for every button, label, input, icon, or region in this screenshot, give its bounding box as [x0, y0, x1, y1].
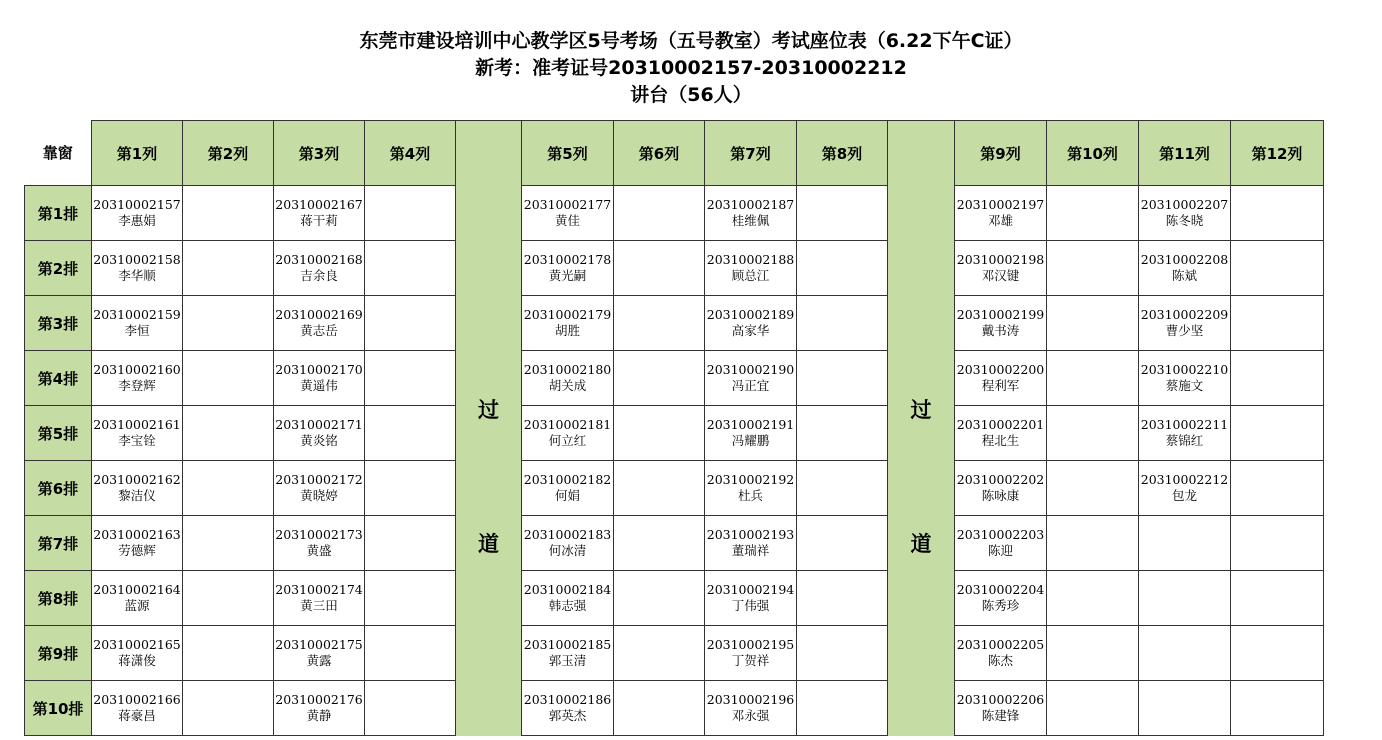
seat-cell: [274, 296, 365, 351]
empty-seat-cell: [1231, 626, 1324, 681]
ticket-number: 20310002158: [93, 252, 181, 267]
candidate-name: 黄三田: [300, 598, 338, 613]
empty-seat-cell: [1231, 461, 1324, 516]
table-row: [25, 241, 1324, 296]
empty-seat-cell: [365, 241, 456, 296]
seat-cell: [705, 186, 797, 241]
ticket-number: 20310002182: [523, 472, 612, 487]
row-header: 第3排: [25, 296, 92, 351]
seat-cell: [92, 406, 183, 461]
ticket-number: 20310002181: [523, 417, 612, 432]
row-header: 第8排: [25, 571, 92, 626]
ticket-number: 20310002179: [523, 307, 612, 322]
ticket-number: 20310002211: [1140, 417, 1229, 432]
ticket-number: 20310002160: [93, 362, 181, 377]
seat-cell: [522, 461, 614, 516]
empty-seat-cell: [1047, 681, 1139, 736]
empty-seat-cell: [183, 681, 274, 736]
ticket-number: 20310002194: [706, 582, 795, 597]
ticket-number: 20310002209: [1140, 307, 1229, 322]
empty-seat-cell: [614, 681, 705, 736]
seat-cell: [92, 241, 183, 296]
candidate-name: 高家华: [731, 323, 770, 338]
empty-seat-cell: [1231, 351, 1324, 406]
seat-cell: [522, 681, 614, 736]
empty-seat-cell: [1047, 571, 1139, 626]
empty-seat-cell: [1231, 296, 1324, 351]
row-header: 第1排: [25, 186, 92, 241]
candidate-name: 李华顺: [118, 268, 156, 283]
empty-seat-cell: [1139, 681, 1231, 736]
empty-seat-cell: [1047, 626, 1139, 681]
column-header: 第8列: [797, 121, 888, 186]
seating-table: [24, 120, 1324, 736]
seat-cell: [955, 296, 1047, 351]
candidate-name: 戴书涛: [981, 323, 1020, 338]
empty-seat-cell: [365, 461, 456, 516]
seat-cell: [522, 516, 614, 571]
empty-seat-cell: [1047, 516, 1139, 571]
empty-seat-cell: [797, 296, 888, 351]
column-header: 第1列: [92, 121, 183, 186]
empty-seat-cell: [797, 461, 888, 516]
seat-cell: [705, 516, 797, 571]
seat-cell: [274, 406, 365, 461]
candidate-name: 董瑞祥: [731, 543, 770, 558]
ticket-number: 20310002189: [706, 307, 795, 322]
row-header: 第5排: [25, 406, 92, 461]
table-row: [25, 351, 1324, 406]
aisle-header-cell: [888, 121, 955, 186]
column-header: 第10列: [1047, 121, 1139, 186]
candidate-name: 邓永强: [731, 708, 770, 723]
seat-cell: [705, 351, 797, 406]
seat-cell: [705, 296, 797, 351]
ticket-number: 20310002185: [523, 637, 612, 652]
table-row: [25, 406, 1324, 461]
column-header: 第4列: [365, 121, 456, 186]
column-header: 第7列: [705, 121, 797, 186]
empty-seat-cell: [183, 296, 274, 351]
empty-seat-cell: [1047, 461, 1139, 516]
candidate-name: 黄炎铭: [300, 433, 338, 448]
aisle-label-char: 过: [478, 397, 499, 422]
ticket-number: 20310002172: [275, 472, 363, 487]
column-header: 第9列: [955, 121, 1047, 186]
candidate-name: 包龙: [1171, 488, 1197, 503]
seat-cell: [92, 296, 183, 351]
ticket-number: 20310002210: [1140, 362, 1229, 377]
empty-seat-cell: [183, 406, 274, 461]
ticket-number: 20310002190: [706, 362, 795, 377]
ticket-number: 20310002186: [523, 692, 612, 707]
candidate-name: 桂维佩: [731, 213, 770, 228]
window-side-label: 靠窗: [25, 121, 92, 186]
seat-cell: [522, 351, 614, 406]
ticket-number: 20310002208: [1140, 252, 1229, 267]
candidate-name: 陈咏康: [981, 488, 1020, 503]
seat-cell: [955, 241, 1047, 296]
ticket-number: 20310002200: [956, 362, 1045, 377]
candidate-name: 蒋干莉: [300, 213, 338, 228]
ticket-number: 20310002178: [523, 252, 612, 267]
row-header: 第4排: [25, 351, 92, 406]
ticket-number: 20310002173: [275, 527, 363, 542]
candidate-name: 杜兵: [737, 488, 763, 503]
empty-seat-cell: [614, 516, 705, 571]
candidate-name: 顾总江: [731, 268, 770, 283]
ticket-number: 20310002168: [275, 252, 363, 267]
seat-cell: [274, 351, 365, 406]
candidate-name: 李宝铨: [118, 433, 156, 448]
empty-seat-cell: [614, 241, 705, 296]
aisle-column: [456, 186, 522, 736]
empty-seat-cell: [797, 626, 888, 681]
candidate-name: 邓汉键: [981, 268, 1020, 283]
empty-seat-cell: [1139, 516, 1231, 571]
ticket-number: 20310002176: [275, 692, 363, 707]
seat-cell: [274, 186, 365, 241]
candidate-name: 蔡施文: [1165, 378, 1204, 393]
row-header: 第2排: [25, 241, 92, 296]
ticket-number: 20310002206: [956, 692, 1045, 707]
seat-cell: [92, 571, 183, 626]
candidate-name: 黄盛: [306, 543, 332, 558]
seat-cell: [92, 626, 183, 681]
seat-cell: [522, 241, 614, 296]
candidate-name: 曹少坚: [1165, 323, 1204, 338]
candidate-name: 黄静: [306, 708, 332, 723]
ticket-number: 20310002169: [275, 307, 363, 322]
seat-cell: [955, 351, 1047, 406]
empty-seat-cell: [1047, 406, 1139, 461]
empty-seat-cell: [365, 516, 456, 571]
ticket-number: 20310002212: [1140, 472, 1229, 487]
seat-cell: [1139, 186, 1231, 241]
empty-seat-cell: [1231, 516, 1324, 571]
empty-seat-cell: [1231, 186, 1324, 241]
candidate-name: 蔡锦红: [1165, 433, 1204, 448]
ticket-number: 20310002191: [706, 417, 795, 432]
seat-cell: [1139, 241, 1231, 296]
candidate-name: 陈杰: [987, 653, 1013, 668]
empty-seat-cell: [1231, 241, 1324, 296]
column-header: 第3列: [274, 121, 365, 186]
candidate-name: 蒋潇俊: [118, 653, 156, 668]
empty-seat-cell: [1047, 186, 1139, 241]
table-row: [25, 571, 1324, 626]
ticket-number: 20310002192: [706, 472, 795, 487]
seat-cell: [522, 406, 614, 461]
empty-seat-cell: [1231, 681, 1324, 736]
ticket-number: 20310002197: [956, 197, 1045, 212]
row-header: 第9排: [25, 626, 92, 681]
candidate-name: 陈斌: [1171, 268, 1197, 283]
empty-seat-cell: [797, 351, 888, 406]
candidate-name: 黄光嗣: [548, 268, 587, 283]
seat-cell: [522, 296, 614, 351]
seat-cell: [274, 461, 365, 516]
ticket-number: 20310002162: [93, 472, 181, 487]
row-header: 第6排: [25, 461, 92, 516]
seat-cell: [274, 516, 365, 571]
candidate-name: 黄晓婷: [300, 488, 338, 503]
ticket-number: 20310002164: [93, 582, 181, 597]
candidate-name: 吉余良: [300, 268, 338, 283]
empty-seat-cell: [183, 186, 274, 241]
seat-cell: [955, 516, 1047, 571]
table-row: [25, 516, 1324, 571]
candidate-name: 胡关成: [548, 378, 587, 393]
seat-cell: [705, 461, 797, 516]
seat-cell: [955, 681, 1047, 736]
empty-seat-cell: [1139, 571, 1231, 626]
empty-seat-cell: [183, 241, 274, 296]
seat-cell: [92, 461, 183, 516]
empty-seat-cell: [797, 516, 888, 571]
seat-cell: [92, 351, 183, 406]
empty-seat-cell: [614, 406, 705, 461]
candidate-name: 何冰清: [548, 543, 587, 558]
empty-seat-cell: [797, 241, 888, 296]
table-row: [25, 626, 1324, 681]
ticket-number: 20310002180: [523, 362, 612, 377]
empty-seat-cell: [183, 461, 274, 516]
seat-cell: [522, 571, 614, 626]
seat-cell: [1139, 351, 1231, 406]
empty-seat-cell: [797, 571, 888, 626]
candidate-name: 李登辉: [118, 378, 156, 393]
ticket-number: 20310002202: [956, 472, 1045, 487]
column-header: 第5列: [522, 121, 614, 186]
candidate-name: 劳德辉: [118, 543, 156, 558]
ticket-number: 20310002195: [706, 637, 795, 652]
empty-seat-cell: [365, 571, 456, 626]
seat-cell: [522, 626, 614, 681]
ticket-number: 20310002188: [706, 252, 795, 267]
aisle-column: [888, 186, 955, 736]
seat-cell: [955, 571, 1047, 626]
candidate-name: 陈秀珍: [981, 598, 1020, 613]
seat-cell: [522, 186, 614, 241]
seat-cell: [274, 571, 365, 626]
candidate-name: 韩志强: [548, 598, 587, 613]
column-header: 第11列: [1139, 121, 1231, 186]
candidate-name: 陈冬晓: [1165, 213, 1204, 228]
seat-cell: [955, 186, 1047, 241]
ticket-number: 20310002167: [275, 197, 363, 212]
empty-seat-cell: [1047, 351, 1139, 406]
seat-cell: [1139, 461, 1231, 516]
candidate-name: 邓雄: [987, 213, 1013, 228]
ticket-number: 20310002207: [1140, 197, 1229, 212]
seat-cell: [1139, 296, 1231, 351]
empty-seat-cell: [614, 461, 705, 516]
ticket-number: 20310002196: [706, 692, 795, 707]
candidate-name: 胡胜: [554, 323, 580, 338]
seat-cell: [92, 681, 183, 736]
header-row: [25, 121, 1324, 186]
empty-seat-cell: [614, 571, 705, 626]
sheet-title: 东莞市建设培训中心教学区5号考场（五号教室）考试座位表（6.22下午C证）: [359, 30, 1023, 52]
ticket-number: 20310002187: [706, 197, 795, 212]
candidate-name: 冯耀鹏: [731, 433, 770, 448]
ticket-number: 20310002193: [706, 527, 795, 542]
ticket-number: 20310002163: [93, 527, 181, 542]
seat-cell: [92, 516, 183, 571]
candidate-name: 黄露: [306, 653, 332, 668]
empty-seat-cell: [614, 351, 705, 406]
candidate-name: 李恒: [124, 323, 150, 338]
empty-seat-cell: [1139, 626, 1231, 681]
seat-cell: [274, 241, 365, 296]
seat-cell: [955, 626, 1047, 681]
candidate-name: 郭玉清: [548, 653, 587, 668]
empty-seat-cell: [365, 681, 456, 736]
ticket-number: 20310002175: [275, 637, 363, 652]
seat-cell: [955, 406, 1047, 461]
ticket-number: 20310002199: [956, 307, 1045, 322]
empty-seat-cell: [365, 186, 456, 241]
empty-seat-cell: [365, 351, 456, 406]
ticket-number: 20310002198: [956, 252, 1045, 267]
table-row: [25, 296, 1324, 351]
aisle-label-char: 道: [478, 531, 499, 556]
seat-cell: [274, 681, 365, 736]
empty-seat-cell: [1231, 406, 1324, 461]
seat-cell: [705, 571, 797, 626]
empty-seat-cell: [614, 626, 705, 681]
ticket-number: 20310002177: [523, 197, 612, 212]
seat-cell: [705, 406, 797, 461]
ticket-range: 新考：准考证号20310002157-20310002212: [475, 57, 907, 79]
ticket-number: 20310002161: [93, 417, 181, 432]
candidate-name: 何立红: [548, 433, 587, 448]
ticket-number: 20310002157: [93, 197, 181, 212]
empty-seat-cell: [365, 296, 456, 351]
candidate-name: 蒋豪昌: [118, 708, 156, 723]
ticket-number: 20310002205: [956, 637, 1045, 652]
seat-cell: [92, 186, 183, 241]
ticket-number: 20310002184: [523, 582, 612, 597]
empty-seat-cell: [797, 406, 888, 461]
candidate-name: 冯正宜: [731, 378, 770, 393]
ticket-number: 20310002203: [956, 527, 1045, 542]
seat-cell: [955, 461, 1047, 516]
empty-seat-cell: [614, 186, 705, 241]
candidate-name: 程利军: [981, 378, 1020, 393]
empty-seat-cell: [183, 516, 274, 571]
ticket-number: 20310002201: [956, 417, 1045, 432]
ticket-number: 20310002174: [275, 582, 363, 597]
empty-seat-cell: [1231, 571, 1324, 626]
candidate-name: 程北生: [981, 433, 1020, 448]
column-header: 第6列: [614, 121, 705, 186]
empty-seat-cell: [365, 626, 456, 681]
candidate-name: 丁伟强: [731, 598, 770, 613]
table-row: [25, 681, 1324, 736]
empty-seat-cell: [797, 186, 888, 241]
ticket-number: 20310002204: [956, 582, 1045, 597]
table-row: [25, 186, 1324, 241]
empty-seat-cell: [183, 626, 274, 681]
empty-seat-cell: [183, 571, 274, 626]
podium-label: 讲台（56人）: [630, 84, 752, 106]
candidate-name: 黄遥伟: [300, 378, 338, 393]
candidate-name: 蓝源: [124, 598, 150, 613]
column-header: 第12列: [1231, 121, 1324, 186]
ticket-number: 20310002171: [275, 417, 363, 432]
candidate-name: 丁贺祥: [731, 653, 770, 668]
candidate-name: 黎洁仪: [118, 488, 156, 503]
candidate-name: 李惠娟: [118, 213, 156, 228]
empty-seat-cell: [183, 351, 274, 406]
ticket-number: 20310002170: [275, 362, 363, 377]
seat-cell: [274, 626, 365, 681]
candidate-name: 郭英杰: [548, 708, 587, 723]
seat-cell: [705, 241, 797, 296]
table-row: [25, 461, 1324, 516]
empty-seat-cell: [797, 681, 888, 736]
empty-seat-cell: [1047, 296, 1139, 351]
aisle-header-cell: [456, 121, 522, 186]
candidate-name: 黄佳: [554, 213, 580, 228]
empty-seat-cell: [1047, 241, 1139, 296]
row-header: 第10排: [25, 681, 92, 736]
column-header: 第2列: [183, 121, 274, 186]
empty-seat-cell: [365, 406, 456, 461]
ticket-number: 20310002165: [93, 637, 181, 652]
ticket-number: 20310002183: [523, 527, 612, 542]
row-header: 第7排: [25, 516, 92, 571]
ticket-number: 20310002166: [93, 692, 181, 707]
candidate-name: 陈迎: [987, 543, 1013, 558]
seat-cell: [705, 681, 797, 736]
empty-seat-cell: [614, 296, 705, 351]
aisle-label-char: 道: [910, 531, 932, 556]
candidate-name: 何娟: [554, 488, 580, 503]
ticket-number: 20310002159: [93, 307, 181, 322]
candidate-name: 陈建锋: [981, 708, 1020, 723]
seat-cell: [1139, 406, 1231, 461]
candidate-name: 黄志岳: [300, 323, 338, 338]
aisle-label-char: 过: [910, 397, 932, 422]
seat-cell: [705, 626, 797, 681]
